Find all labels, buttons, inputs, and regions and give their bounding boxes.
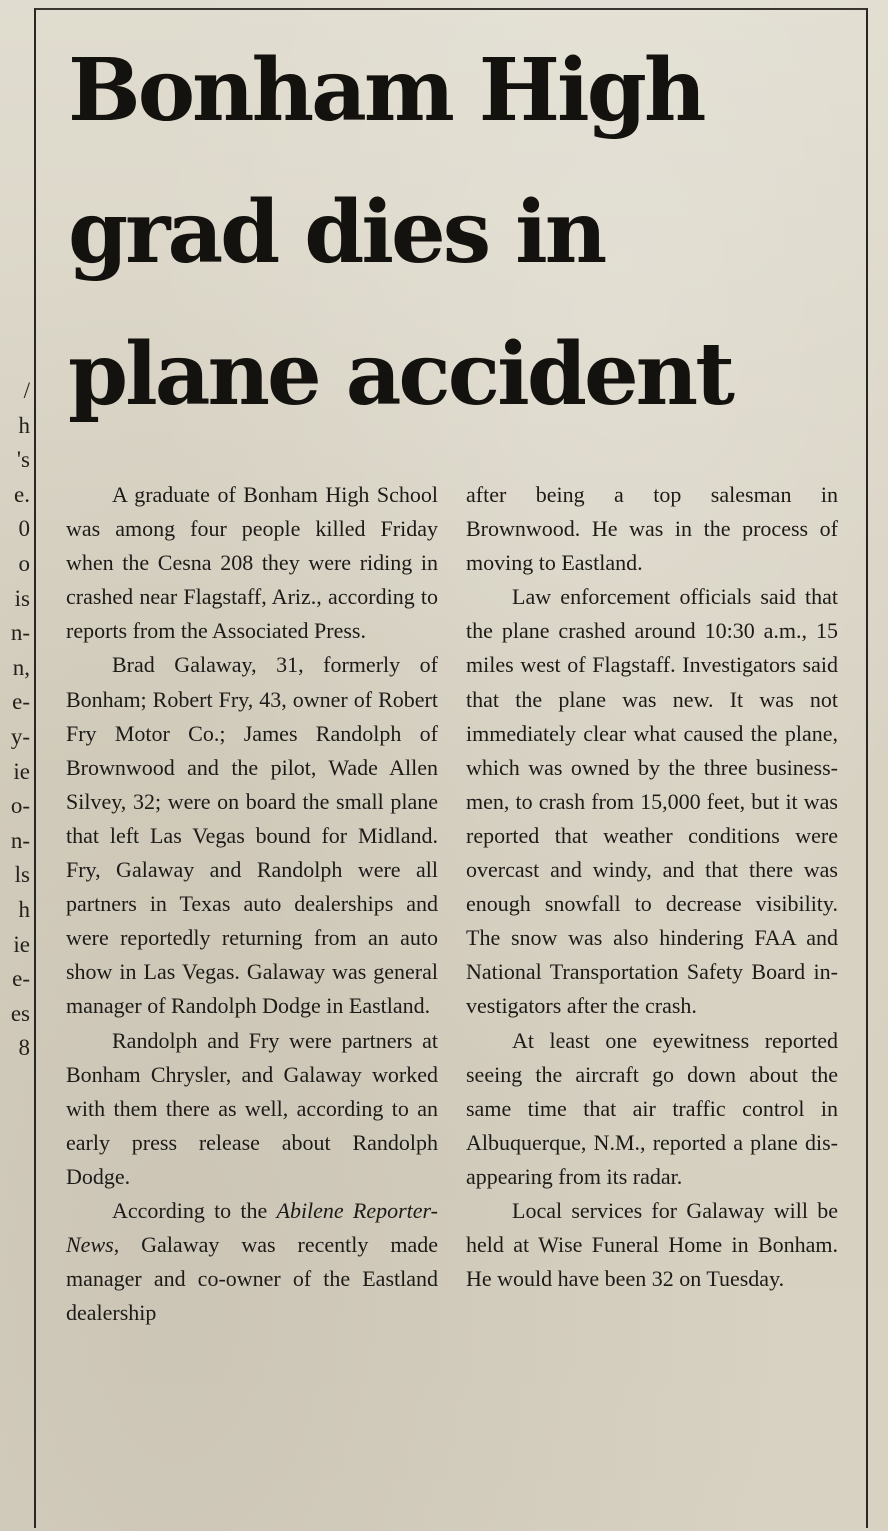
margin-fragment: ie [13, 931, 30, 957]
paragraph-2: Brad Galaway, 31, formerly of Bonham; Robert Fry, 43, owner of Robert Fry Motor Co.; James Randolph of Brownwood and the pilot, Wade Allen Silvey, 32; were on board the small plane that left Las Vegas bound for Midland. Fry, Galaway and Randolph were all partners in Texas auto dealerships and were reportedly returning from an auto show in Las Vegas. Galaway was general manager of Randolph Dodge in Eastland. [66, 652, 438, 1019]
margin-fragment: 's [16, 447, 30, 473]
paragraph-4-lead: According to the [112, 1197, 277, 1223]
margin-fragment: h [18, 412, 30, 438]
margin-fragment: / [23, 378, 30, 403]
margin-fragment: y- [10, 723, 30, 749]
margin-fragment: o- [10, 793, 30, 819]
margin-fragment: e- [12, 966, 30, 992]
margin-fragment: 0 [18, 516, 30, 542]
publication-name: Abilene Reporter-News [66, 1197, 438, 1258]
headline-line-3: plane accident [68, 324, 732, 425]
margin-fragment: es [10, 1000, 30, 1026]
margin-fragment: ie [13, 758, 30, 784]
margin-fragment: 8 [18, 1035, 30, 1061]
margin-fragment: o [18, 550, 30, 576]
margin-fragment: n, [12, 654, 30, 680]
paragraph-1: A graduate of Bonham High School was among four people killed Friday when the Cesna 208 they were riding in crashed near Flagstaff, Ariz., according to reports from the Associated Press. [66, 482, 438, 644]
paragraph-5: Law enforcement officials said that the plane crashed around 10:30 a.m., 15 miles west of Flagstaff. Investigators said that the plane was new. It was not immediately clear what caused the plane, which was owned by the three businessmen, to crash from 15,000 feet, but it was reported that weather conditions were overcast and windy, and that there was enough snowfall to decrease visibility. The snow was also hindering FAA and National Transportation Safety Board investigators after the crash. [466, 584, 838, 1019]
margin-fragment: is [14, 585, 30, 611]
margin-fragment: n- [10, 827, 30, 853]
article-column-left [66, 478, 438, 1330]
margin-fragment: e. [14, 481, 30, 507]
paragraph-4-rest: , Galaway was recently made manager and co-owner of the Eastland dealership [66, 1232, 438, 1326]
margin-fragment: e- [12, 689, 30, 715]
article-column-right [466, 478, 838, 1296]
margin-fragment: h [18, 896, 30, 922]
headline-line-1: Bonham High [68, 40, 704, 141]
headline-line-2: grad dies in [68, 182, 605, 283]
margin-fragment: ls [14, 862, 30, 888]
paragraph-6: At least one eyewitness reported seeing the aircraft go down about the same time that air traffic control in Albuquerque, N.M., reported a plane disappearing from its radar. [466, 1027, 838, 1189]
adjacent-column-fragment [0, 374, 30, 1066]
paragraph-4-continued: after being a top salesman in Brownwood. He was in the process of moving to Eastland. [466, 482, 838, 576]
paragraph-4 [66, 1194, 438, 1330]
paragraph-3: Randolph and Fry were partners at Bonham Chrysler, and Galaway worked with them there as well, according to an early press release about Randolph Dodge. [66, 1027, 438, 1189]
paragraph-7: Local services for Galaway will be held at Wise Funeral Home in Bonham. He would have been 32 on Tuesday. [466, 1197, 838, 1292]
margin-fragment: n- [10, 620, 30, 646]
headline [68, 20, 828, 446]
